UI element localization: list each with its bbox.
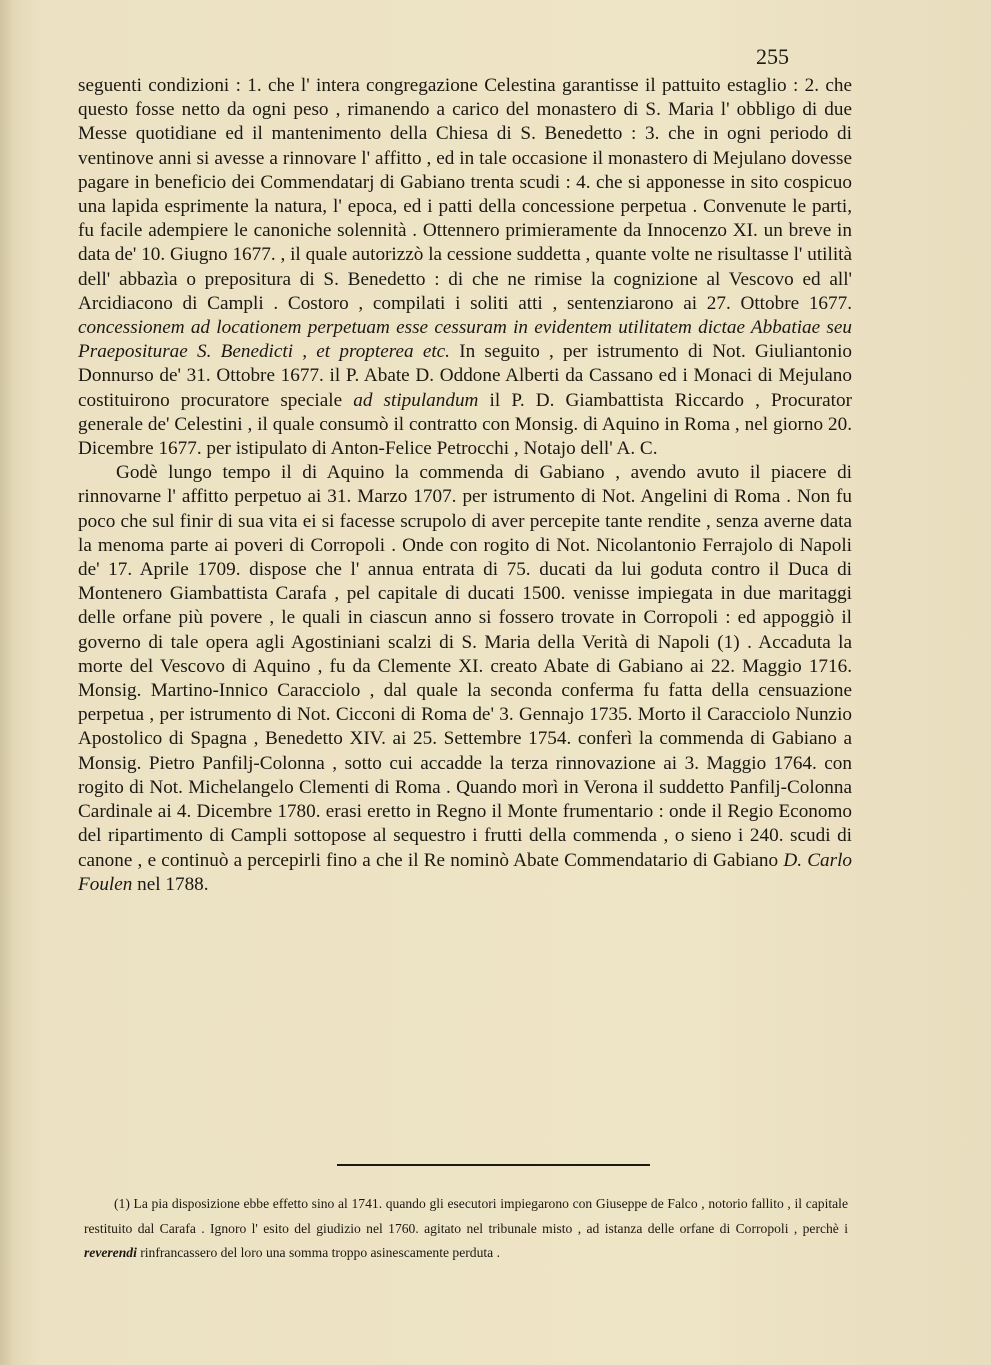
footnote-paragraph [84, 1192, 848, 1266]
main-text [78, 74, 852, 897]
text-segment: seguenti condizioni : 1. che l' intera congregazione Celestina garantisse il pattuito estaglio : 2. che questo fosse netto da ogni peso , rimanendo a carico del monastero di S. Maria l' obbligo di due Messe quotidiane ed il mantenimento della Chiesa di S. Benedetto : 3. che in ogni periodo di ventinove anni si avesse a rinnovare l' affitto , ed in tale occasione il monastero di Mejulano dovesse pagare in beneficio dei Commendatarj di Gabiano trenta scudi : 4. che si apponesse in sito cospicuo una lapida esprimente la natura, l' epoca, ed i patti della concessione perpetua . Convenute le parti, fu facile adempiere le canoniche solennità . Ottennero primieramente da Innocenzo XI. un breve in data de' 10. Giugno 1677. , il quale autorizzò la cessione suddetta , quante volte ne risultasse l' utilità dell' abbazìa o prepositura di S. Benedetto : di che ne rimise la cognizione al Vescovo ed all' Arcidiacono di Campli . Costoro , compilati i soliti atti , sentenziarono ai 27. Ottobre 1677. [78, 75, 852, 314]
text-segment: (1) La pia disposizione ebbe effetto sino al 1741. quando gli esecutori impiegarono con Giuseppe de Falco , notorio fallito , il capitale restituito dal Carafa . Ignoro l' esito del giudizio nel 1760. agitato nel tribunale misto , ad istanza delle orfane di Corropoli , perchè i [84, 1196, 848, 1236]
text-segment: In seguito , per istrumento di Not. Giuliantonio Donnurso de' 31. Ottobre 1677. il P. Abate D. Oddone Alberti da Cassano ed i Monaci di Mejulano costituirono procuratore speciale [78, 341, 852, 411]
emphasized-word: reverendi [84, 1245, 137, 1260]
latin-phrase: ad stipulandum [353, 389, 479, 411]
page-number: 255 [756, 44, 789, 69]
text-segment: Godè lungo tempo il di Aquino la commenda di Gabiano , avendo avuto il piacere di rinnovarne l' affitto perpetuo ai 31. Marzo 1707. per istrumento di Not. Angelini di Roma . Non fu poco che sul finir di sua vita ei si facesse scrupolo di aver percepite tante rendite , senza averne data la menoma parte ai poveri di Corropoli . Onde con rogito di Not. Nicolantonio Ferrajolo di Napoli de' 17. Aprile 1709. dispose che l' annua entrata di 75. ducati da lui goduta contro il Duca di Montenero Giambattista Carafa , pel capitale di ducati 1500. venisse impiegata in due maritaggi delle orfane più povere , le quali in ciascun anno si fossero trovate in Corropoli : ed appoggiò il governo di tale opera agli Agostiniani scalzi di S. Maria della Verità di Napoli (1) . Accaduta la morte del Vescovo di Aquino , fu da Clemente XI. creato Abate di Gabiano ai 22. Maggio 1716. Monsig. Martino-Innico Caracciolo , dal quale la seconda conferma fu fatta della censuazione perpetua , per istrumento di Not. Cicconi di Roma de' 3. Gennajo 1735. Morto il Caracciolo Nunzio Apostolico di Spagna , Benedetto XIV. ai 25. Settembre 1754. conferì la commenda di Gabiano a Monsig. Pietro Panfilj-Colonna , sotto cui accadde la terza rinnovazione ai 3. Maggio 1764. con rogito di Not. Michelangelo Clementi di Roma . Quando morì in Verona il suddetto Panfilj-Colonna Cardinale ai 4. Dicembre 1780. erasi eretto in Regno il Monte frumentario : onde il Regio Economo del ripartimento di Campli sottopose al sequestro i frutti della commenda , o sieno i 240. scudi di canone , e continuò a percepirli fino a che il Re nominò Abate Commendatario di Gabiano [78, 462, 852, 871]
text-segment: nel 1788. [132, 873, 209, 895]
footnote [84, 1192, 848, 1266]
paragraph [78, 74, 852, 461]
text-segment: il P. D. Giambattista Riccardo , Procurator generale de' Celestini , il quale consumò il contratto con Monsig. di Aquino in Roma , nel giorno 20. Dicembre 1677. per istipulato di Anton-Felice Petrocchi , Notajo dell' A. C. [78, 389, 852, 460]
paragraph [78, 461, 852, 897]
person-name: D. Carlo Foulen [78, 849, 853, 895]
footnote-divider [337, 1164, 650, 1166]
text-segment: rinfrancassero del loro una somma troppo asinescamente perduta . [136, 1245, 500, 1260]
latin-quotation: concessionem ad locationem perpetuam esse cessuram in evidentem utilitatem dictae Abbatiae seu Praepositurae S. Benedicti , et propterea etc. [78, 317, 852, 363]
